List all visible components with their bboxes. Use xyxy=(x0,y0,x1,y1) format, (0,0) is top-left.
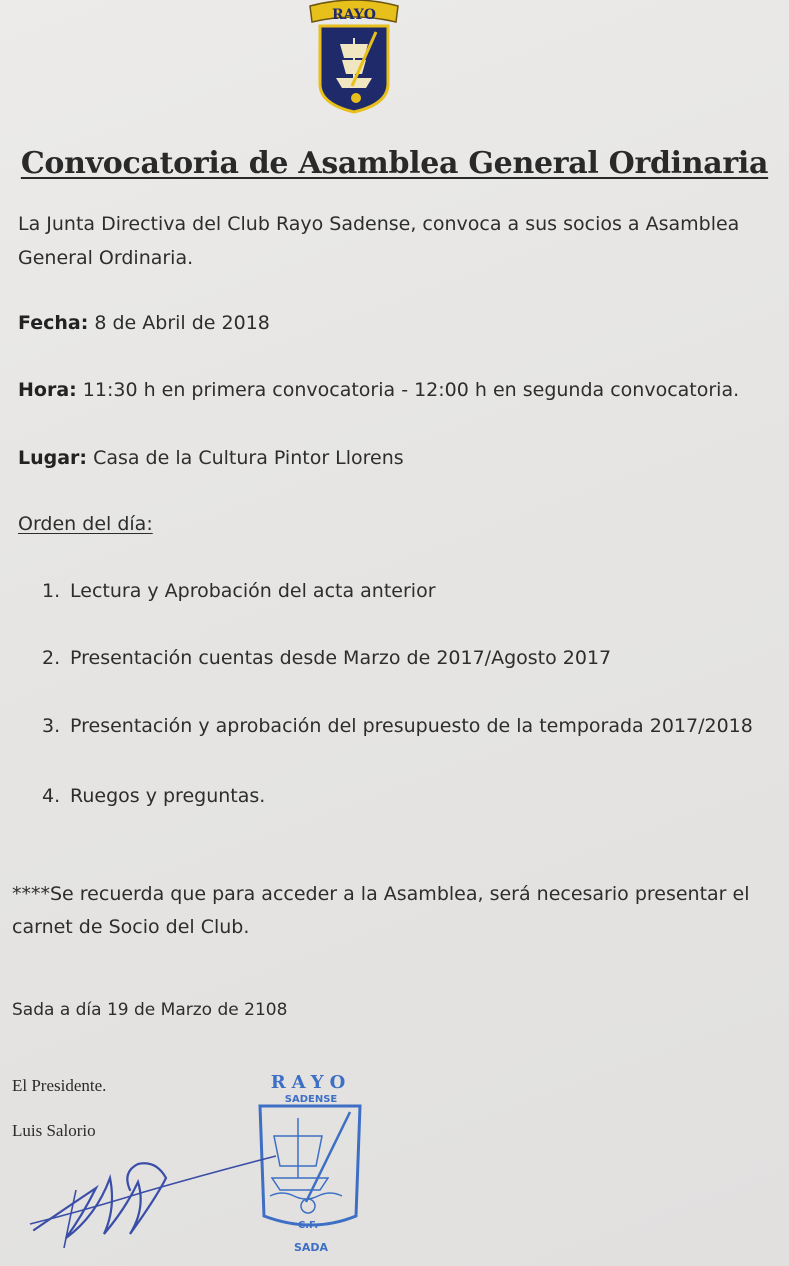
agenda-text: Presentación cuentas desde Marzo de 2017/Agosto 2017 xyxy=(70,647,612,669)
svg-text:RAYO: RAYO xyxy=(270,1072,352,1093)
agenda-num: 4. xyxy=(42,785,61,807)
president-name: Luis Salorio xyxy=(12,1121,96,1140)
agenda-num: 3. xyxy=(42,715,61,737)
svg-text:SADENSE: SADENSE xyxy=(284,1094,338,1105)
agenda-item xyxy=(42,715,753,737)
agenda-text: Lectura y Aprobación del acta anterior xyxy=(70,580,436,602)
club-crest-logo xyxy=(306,0,402,116)
svg-text:SADA: SADA xyxy=(293,1241,329,1254)
president-label: El Presidente. xyxy=(12,1076,107,1095)
agenda-item xyxy=(42,647,611,669)
orden-label: Orden del día: xyxy=(18,513,153,535)
page-title: Convocatoria de Asamblea General Ordinaria xyxy=(20,146,769,181)
agenda-text: Presentación y aprobación del presupuesto de la temporada 2017/2018 xyxy=(70,715,753,737)
fecha-label: Fecha: xyxy=(18,312,89,334)
signature xyxy=(26,1138,286,1256)
note-line-2: carnet de Socio del Club. xyxy=(12,916,250,938)
hora-value: 11:30 h en primera convocatoria - 12:00 h en segunda convocatoria. xyxy=(76,379,740,401)
fecha-row xyxy=(18,306,270,340)
hora-row xyxy=(18,373,739,407)
intro-line-2: General Ordinaria. xyxy=(18,247,194,269)
hora-label: Hora: xyxy=(18,379,77,401)
intro-line-1: La Junta Directiva del Club Rayo Sadense, convoca a sus socios a Asamblea xyxy=(18,213,740,235)
agenda-num: 2. xyxy=(42,647,61,669)
svg-text:RAYO: RAYO xyxy=(332,7,376,23)
agenda-item xyxy=(42,580,436,602)
lugar-label: Lugar: xyxy=(18,447,88,469)
lugar-value: Casa de la Cultura Pintor Llorens xyxy=(87,447,404,469)
place-date: Sada a día 19 de Marzo de 2108 xyxy=(12,1000,288,1020)
agenda-item xyxy=(42,785,265,807)
lugar-row xyxy=(18,441,404,475)
fecha-value: 8 de Abril de 2018 xyxy=(88,312,270,334)
agenda-num: 1. xyxy=(42,580,61,602)
svg-text:C.F.: C.F. xyxy=(297,1220,319,1231)
note-line-1: ****Se recuerda que para acceder a la Asamblea, será necesario presentar el xyxy=(12,883,750,905)
agenda-text: Ruegos y preguntas. xyxy=(70,785,266,807)
